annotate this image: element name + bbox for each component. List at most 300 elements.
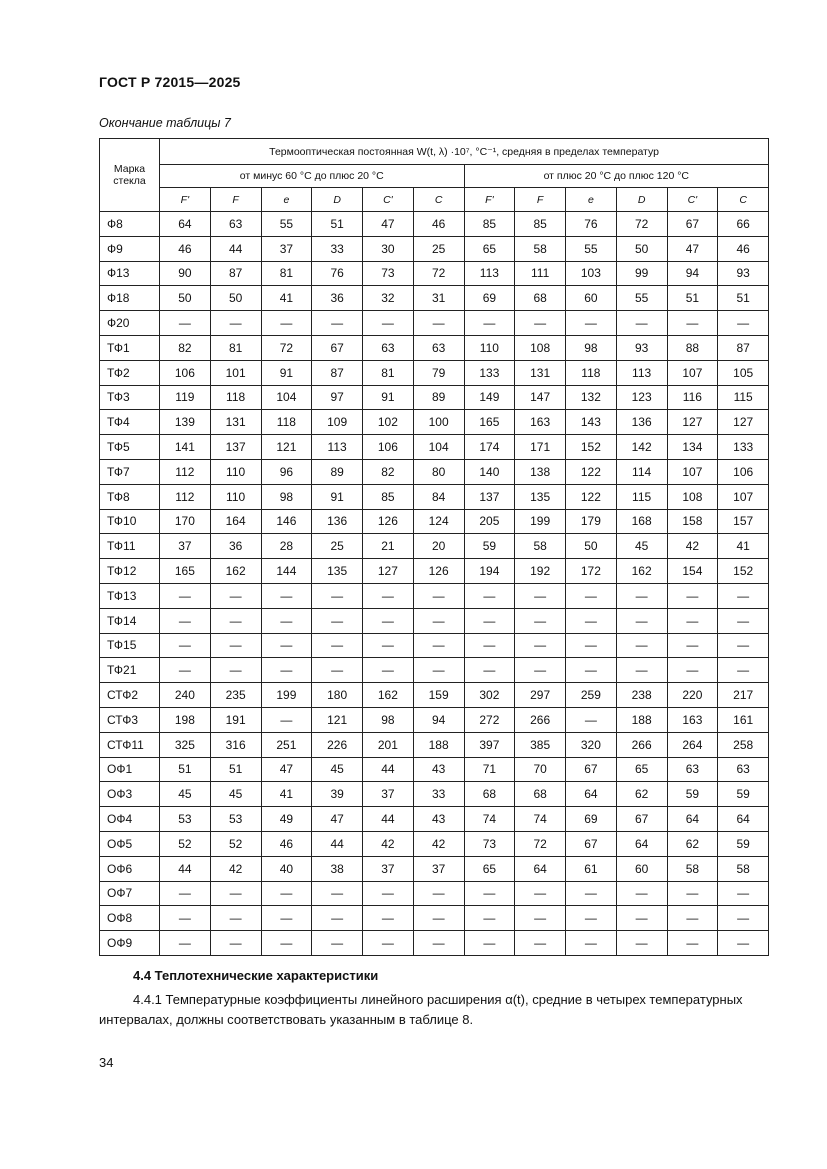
value-cell: 163 [667, 707, 718, 732]
value-cell: 170 [160, 509, 211, 534]
value-cell: 44 [210, 236, 261, 261]
value-cell: 114 [616, 459, 667, 484]
value-cell: — [616, 931, 667, 956]
column-header: F' [464, 188, 515, 212]
value-cell: 140 [464, 459, 515, 484]
value-cell: 59 [667, 782, 718, 807]
value-cell: — [261, 608, 312, 633]
value-cell: 107 [718, 484, 769, 509]
glass-grade-cell: СТФ2 [100, 683, 160, 708]
value-cell: 217 [718, 683, 769, 708]
value-cell: — [413, 931, 464, 956]
table-row [100, 236, 769, 261]
value-cell: 118 [210, 385, 261, 410]
range-header-low: от минус 60 °С до плюс 20 °С [160, 165, 465, 188]
value-cell: 397 [464, 732, 515, 757]
value-cell: 162 [210, 559, 261, 584]
value-cell: 119 [160, 385, 211, 410]
column-header: e [261, 188, 312, 212]
value-cell: 43 [413, 807, 464, 832]
value-cell: 199 [261, 683, 312, 708]
value-cell: 58 [515, 236, 566, 261]
value-cell: — [363, 881, 414, 906]
value-cell: 72 [413, 261, 464, 286]
value-cell: — [363, 311, 414, 336]
value-cell: 259 [566, 683, 617, 708]
value-cell: 37 [261, 236, 312, 261]
value-cell: 66 [718, 212, 769, 237]
value-cell: 91 [363, 385, 414, 410]
value-cell: 272 [464, 707, 515, 732]
range-header-high: от плюс 20 °С до плюс 120 °С [464, 165, 769, 188]
value-cell: 104 [413, 435, 464, 460]
table-row [100, 757, 769, 782]
value-cell: — [312, 906, 363, 931]
value-cell: 235 [210, 683, 261, 708]
value-cell: 258 [718, 732, 769, 757]
value-cell: — [160, 633, 211, 658]
column-header: D [616, 188, 667, 212]
value-cell: 105 [718, 360, 769, 385]
value-cell: — [464, 931, 515, 956]
value-cell: 101 [210, 360, 261, 385]
value-cell: — [566, 608, 617, 633]
glass-grade-cell: Ф8 [100, 212, 160, 237]
value-cell: — [566, 707, 617, 732]
value-cell: 25 [413, 236, 464, 261]
value-cell: 201 [363, 732, 414, 757]
value-cell: 149 [464, 385, 515, 410]
value-cell: — [464, 633, 515, 658]
value-cell: 68 [515, 782, 566, 807]
value-cell: 165 [160, 559, 211, 584]
value-cell: 84 [413, 484, 464, 509]
value-cell: 46 [160, 236, 211, 261]
glass-grade-cell: Ф9 [100, 236, 160, 261]
value-cell: 110 [210, 459, 261, 484]
table-row [100, 633, 769, 658]
value-cell: — [312, 633, 363, 658]
table-row [100, 559, 769, 584]
value-cell: 238 [616, 683, 667, 708]
value-cell: 72 [515, 831, 566, 856]
value-cell: — [261, 583, 312, 608]
value-cell: — [464, 608, 515, 633]
value-cell: 59 [464, 534, 515, 559]
value-cell: 42 [413, 831, 464, 856]
value-cell: 100 [413, 410, 464, 435]
value-cell: — [413, 583, 464, 608]
value-cell: 82 [363, 459, 414, 484]
glass-grade-cell: ТФ21 [100, 658, 160, 683]
value-cell: 192 [515, 559, 566, 584]
value-cell: 162 [363, 683, 414, 708]
value-cell: 165 [464, 410, 515, 435]
value-cell: 158 [667, 509, 718, 534]
value-cell: 65 [616, 757, 667, 782]
value-cell: 61 [566, 856, 617, 881]
value-cell: 44 [363, 757, 414, 782]
value-cell: — [464, 906, 515, 931]
value-cell: 116 [667, 385, 718, 410]
value-cell: 67 [616, 807, 667, 832]
value-cell: 126 [413, 559, 464, 584]
value-cell: 97 [312, 385, 363, 410]
value-cell: — [515, 633, 566, 658]
table-row [100, 881, 769, 906]
table-row [100, 286, 769, 311]
value-cell: 46 [413, 212, 464, 237]
corner-header: Марка стекла [100, 139, 160, 212]
glass-grade-cell: ТФ11 [100, 534, 160, 559]
value-cell: — [718, 311, 769, 336]
value-cell: — [413, 881, 464, 906]
value-cell: 65 [464, 236, 515, 261]
value-cell: 266 [515, 707, 566, 732]
value-cell: 79 [413, 360, 464, 385]
value-cell: 132 [566, 385, 617, 410]
value-cell: 42 [363, 831, 414, 856]
value-cell: 320 [566, 732, 617, 757]
table-row [100, 509, 769, 534]
value-cell: 44 [363, 807, 414, 832]
value-cell: 59 [718, 831, 769, 856]
value-cell: — [566, 931, 617, 956]
value-cell: — [616, 608, 667, 633]
table-row [100, 311, 769, 336]
value-cell: 69 [566, 807, 617, 832]
value-cell: 109 [312, 410, 363, 435]
value-cell: 205 [464, 509, 515, 534]
value-cell: 68 [464, 782, 515, 807]
value-cell: — [515, 311, 566, 336]
glass-grade-cell: ТФ12 [100, 559, 160, 584]
value-cell: — [616, 583, 667, 608]
value-cell: 50 [566, 534, 617, 559]
value-cell: — [718, 583, 769, 608]
value-cell: — [464, 583, 515, 608]
value-cell: 37 [363, 782, 414, 807]
value-cell: 122 [566, 459, 617, 484]
value-cell: 115 [616, 484, 667, 509]
value-cell: 133 [718, 435, 769, 460]
value-cell: 163 [515, 410, 566, 435]
value-cell: — [515, 906, 566, 931]
glass-grade-cell: ТФ7 [100, 459, 160, 484]
value-cell: 47 [312, 807, 363, 832]
value-cell: 93 [718, 261, 769, 286]
value-cell: 240 [160, 683, 211, 708]
glass-grade-cell: Ф20 [100, 311, 160, 336]
value-cell: 107 [667, 360, 718, 385]
value-cell: 174 [464, 435, 515, 460]
value-cell: 118 [566, 360, 617, 385]
value-cell: 110 [210, 484, 261, 509]
value-cell: 51 [718, 286, 769, 311]
value-cell: 50 [616, 236, 667, 261]
value-cell: 115 [718, 385, 769, 410]
value-cell: 51 [210, 757, 261, 782]
value-cell: 51 [160, 757, 211, 782]
value-cell: 137 [210, 435, 261, 460]
table-row [100, 831, 769, 856]
value-cell: — [515, 931, 566, 956]
value-cell: 37 [413, 856, 464, 881]
value-cell: 43 [413, 757, 464, 782]
value-cell: 62 [667, 831, 718, 856]
value-cell: — [312, 881, 363, 906]
value-cell: 64 [160, 212, 211, 237]
value-cell: — [312, 608, 363, 633]
value-cell: 81 [363, 360, 414, 385]
value-cell: 33 [413, 782, 464, 807]
value-cell: — [210, 906, 261, 931]
value-cell: — [261, 881, 312, 906]
value-cell: 144 [261, 559, 312, 584]
value-cell: 60 [616, 856, 667, 881]
value-cell: 124 [413, 509, 464, 534]
value-cell: 121 [312, 707, 363, 732]
value-cell: — [160, 906, 211, 931]
value-cell: 134 [667, 435, 718, 460]
table-caption: Окончание таблицы 7 [99, 116, 231, 130]
value-cell: 45 [160, 782, 211, 807]
value-cell: 85 [363, 484, 414, 509]
value-cell: — [718, 633, 769, 658]
table-row [100, 732, 769, 757]
value-cell: 131 [210, 410, 261, 435]
glass-grade-cell: ОФ1 [100, 757, 160, 782]
value-cell: — [667, 931, 718, 956]
value-cell: 52 [210, 831, 261, 856]
thermo-optical-table [99, 138, 769, 956]
value-cell: — [718, 906, 769, 931]
value-cell: 64 [566, 782, 617, 807]
table-row [100, 212, 769, 237]
value-cell: 64 [667, 807, 718, 832]
page-number: 34 [99, 1055, 114, 1070]
column-header: C' [363, 188, 414, 212]
glass-grade-cell: СТФ3 [100, 707, 160, 732]
value-cell: 50 [160, 286, 211, 311]
value-cell: 168 [616, 509, 667, 534]
table-row [100, 534, 769, 559]
value-cell: — [160, 311, 211, 336]
value-cell: 42 [667, 534, 718, 559]
glass-grade-cell: ОФ5 [100, 831, 160, 856]
value-cell: 55 [616, 286, 667, 311]
value-cell: 264 [667, 732, 718, 757]
value-cell: 99 [616, 261, 667, 286]
value-cell: 87 [210, 261, 261, 286]
value-cell: 58 [515, 534, 566, 559]
value-cell: 88 [667, 335, 718, 360]
value-cell: 89 [413, 385, 464, 410]
value-cell: 85 [464, 212, 515, 237]
value-cell: 36 [312, 286, 363, 311]
glass-grade-cell: ТФ1 [100, 335, 160, 360]
value-cell: 131 [515, 360, 566, 385]
section-paragraph [99, 990, 769, 1030]
value-cell: 154 [667, 559, 718, 584]
value-cell: 73 [464, 831, 515, 856]
value-cell: 65 [464, 856, 515, 881]
value-cell: 251 [261, 732, 312, 757]
value-cell: — [210, 881, 261, 906]
value-cell: 127 [363, 559, 414, 584]
value-cell: 127 [667, 410, 718, 435]
value-cell: 141 [160, 435, 211, 460]
value-cell: 46 [718, 236, 769, 261]
table-row [100, 658, 769, 683]
value-cell: — [312, 658, 363, 683]
value-cell: — [616, 633, 667, 658]
value-cell: — [464, 311, 515, 336]
value-cell: 161 [718, 707, 769, 732]
value-cell: 297 [515, 683, 566, 708]
value-cell: 60 [566, 286, 617, 311]
value-cell: 39 [312, 782, 363, 807]
value-cell: — [363, 658, 414, 683]
column-header: F' [160, 188, 211, 212]
table-row [100, 435, 769, 460]
table-row [100, 385, 769, 410]
value-cell: — [413, 658, 464, 683]
glass-grade-cell: ТФ3 [100, 385, 160, 410]
value-cell: 63 [667, 757, 718, 782]
value-cell: 67 [566, 831, 617, 856]
table-row [100, 906, 769, 931]
value-cell: 41 [718, 534, 769, 559]
glass-grade-cell: ТФ8 [100, 484, 160, 509]
value-cell: 385 [515, 732, 566, 757]
glass-grade-cell: ТФ5 [100, 435, 160, 460]
value-cell: 70 [515, 757, 566, 782]
value-cell: 47 [667, 236, 718, 261]
value-cell: 40 [261, 856, 312, 881]
value-cell: — [413, 311, 464, 336]
value-cell: 76 [566, 212, 617, 237]
value-cell: 157 [718, 509, 769, 534]
value-cell: — [616, 881, 667, 906]
value-cell: 80 [413, 459, 464, 484]
value-cell: — [363, 931, 414, 956]
value-cell: 44 [312, 831, 363, 856]
table-row [100, 583, 769, 608]
value-cell: 133 [464, 360, 515, 385]
value-cell: — [566, 633, 617, 658]
value-cell: 64 [515, 856, 566, 881]
section-title: 4.4 Теплотехнические характеристики [133, 968, 379, 983]
value-cell: 63 [718, 757, 769, 782]
value-cell: 104 [261, 385, 312, 410]
glass-grade-cell: Ф13 [100, 261, 160, 286]
main-header: Термооптическая постоянная W(t, λ) ·10⁷, °С⁻¹, средняя в пределах температур [160, 139, 769, 165]
value-cell: — [464, 658, 515, 683]
value-cell: 37 [160, 534, 211, 559]
value-cell: — [160, 658, 211, 683]
table-row [100, 484, 769, 509]
value-cell: — [210, 931, 261, 956]
value-cell: — [160, 881, 211, 906]
value-cell: 106 [718, 459, 769, 484]
value-cell: 47 [363, 212, 414, 237]
glass-grade-cell: ТФ15 [100, 633, 160, 658]
value-cell: 85 [515, 212, 566, 237]
value-cell: 194 [464, 559, 515, 584]
value-cell: 63 [413, 335, 464, 360]
value-cell: 67 [566, 757, 617, 782]
table-row [100, 782, 769, 807]
value-cell: — [413, 608, 464, 633]
value-cell: 31 [413, 286, 464, 311]
value-cell: 110 [464, 335, 515, 360]
value-cell: — [210, 658, 261, 683]
value-cell: 102 [363, 410, 414, 435]
value-cell: — [160, 931, 211, 956]
glass-grade-cell: ТФ2 [100, 360, 160, 385]
value-cell: — [515, 881, 566, 906]
value-cell: 58 [667, 856, 718, 881]
value-cell: — [515, 583, 566, 608]
glass-grade-cell: ТФ14 [100, 608, 160, 633]
glass-grade-cell: ОФ4 [100, 807, 160, 832]
value-cell: 91 [312, 484, 363, 509]
value-cell: 38 [312, 856, 363, 881]
value-cell: 64 [718, 807, 769, 832]
value-cell: 90 [160, 261, 211, 286]
value-cell: 36 [210, 534, 261, 559]
value-cell: 45 [312, 757, 363, 782]
value-cell: 93 [616, 335, 667, 360]
value-cell: 73 [363, 261, 414, 286]
glass-grade-cell: ТФ10 [100, 509, 160, 534]
value-cell: 188 [413, 732, 464, 757]
value-cell: — [363, 583, 414, 608]
value-cell: 135 [515, 484, 566, 509]
value-cell: 47 [261, 757, 312, 782]
value-cell: 67 [312, 335, 363, 360]
value-cell: 159 [413, 683, 464, 708]
table-row [100, 335, 769, 360]
value-cell: 171 [515, 435, 566, 460]
value-cell: — [160, 583, 211, 608]
value-cell: 64 [616, 831, 667, 856]
value-cell: 69 [464, 286, 515, 311]
table-row [100, 410, 769, 435]
value-cell: 139 [160, 410, 211, 435]
glass-grade-cell: ТФ13 [100, 583, 160, 608]
value-cell: — [718, 658, 769, 683]
value-cell: — [616, 658, 667, 683]
value-cell: 30 [363, 236, 414, 261]
value-cell: 142 [616, 435, 667, 460]
value-cell: 111 [515, 261, 566, 286]
value-cell: 172 [566, 559, 617, 584]
value-cell: — [363, 906, 414, 931]
value-cell: 55 [566, 236, 617, 261]
value-cell: 143 [566, 410, 617, 435]
value-cell: 108 [515, 335, 566, 360]
value-cell: 63 [210, 212, 261, 237]
value-cell: — [667, 881, 718, 906]
value-cell: 89 [312, 459, 363, 484]
column-header: F [210, 188, 261, 212]
value-cell: 32 [363, 286, 414, 311]
value-cell: 81 [261, 261, 312, 286]
value-cell: 82 [160, 335, 211, 360]
value-cell: 123 [616, 385, 667, 410]
